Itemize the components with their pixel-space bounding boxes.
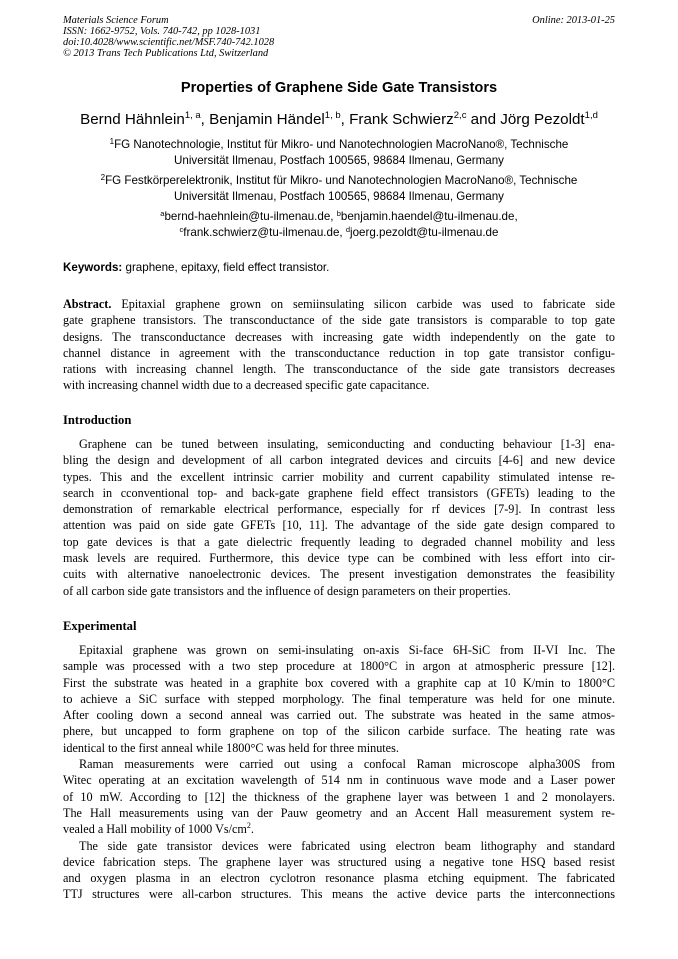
journal-issn: ISSN: 1662-9752, Vols. 740-742, pp 1028-1031 bbox=[63, 26, 261, 37]
affiliation-1: $^1$FG Nanotechnologie, Institut für Mikro- und Nanotechnologien MacroNano®, Technische Universität Ilmenau, Postfach 100565, 98684 Ilmenau, Germany bbox=[109, 137, 569, 167]
abstract-line: designs. The transconductance decreases with increasing gate width independently on the gate to bbox=[63, 329, 615, 344]
author-name: Benjamin Händel bbox=[209, 111, 325, 128]
journal-doi: doi:10.4028/www.scientific.net/MSF.740-742.1028 bbox=[63, 37, 275, 48]
online-date: Online: 2013-01-25 bbox=[532, 15, 615, 26]
author-name: Jörg Pezoldt bbox=[500, 111, 585, 128]
keywords bbox=[63, 261, 615, 274]
keywords-label: Keywords: bbox=[63, 261, 123, 274]
section-heading-introduction: Introduction bbox=[63, 413, 132, 427]
email-link[interactable]: benjamin.haendel@tu-ilmenau.de, bbox=[340, 210, 518, 223]
section-heading-experimental: Experimental bbox=[63, 619, 137, 633]
author-affiliation-mark: 2,c bbox=[453, 110, 467, 121]
abstract-line: with increasing channel width due to a decreased specific gate capacitance. bbox=[63, 378, 430, 393]
experimental-paragraphs: Epitaxial graphene was grown on semi-insulating on-axis Si-face 6H-SiC from II-VI Inc. The sample was processed with a two step procedure at 1800°C in argon at atmospheric pressure [12]. First the substrate was heated in a graphite box covered with a graphite cap at 10 K/min to 1800°C to achieve a SiC surface with stepped morphology. The final temperature was held for one minute. After cooling down a second anneal was carried out. The substrate was heated in the same atmos- phere, but uncapped to form graphene on top of the silicon carbide surface. The heating rate was identical to the first anneal while 1800°C was held for three minutes. Raman measurements were carried out using a confocal Raman microscope alpha300S from Witec operating at an excitation wavelength of 514 nm in continuous wave mode and a Laser power of 10 mW. According to [12] the thickness of the graphene layer was between 1 and 2 monolayers. The Hall measurements using van der Pauw geometry and an Accent Hall measurement system re- vealed a Hall mobility of 1000 $Vs/cm^2$. The side gate transistor devices were fabricated using electron beam lithography and standard device fabrication steps. The graphene layer was structured using a negative tone HSQ based resist and oxygen plasma in an electron cyclotron resonance plasma etching equipment. The fabricated TTJ structures were all-carbon structures. This means the active device parts the interconnections bbox=[63, 643, 615, 902]
abstract-line: channel distance in agreement with the transconductance reduction in top gate transistor configu- bbox=[63, 345, 615, 360]
paper-title: Properties of Graphene Side Gate Transistors bbox=[180, 80, 498, 96]
affiliation-2: $^2$FG Festkörperelektronik, Institut für Mikro- und Nanotechnologien MacroNano®, Technische Universität Ilmenau, Postfach 100565, 98684 Ilmenau, Germany bbox=[100, 173, 578, 203]
abstract-line: rations with increasing channel length. The transconductance of the side gate transistors decreases bbox=[63, 362, 615, 377]
email-link[interactable]: bernd-haehnlein@tu-ilmenau.de, bbox=[164, 210, 337, 223]
journal-name: Materials Science Forum bbox=[63, 15, 169, 26]
introduction-paragraph: Graphene can be tuned between insulating, semiconducting and conducting behaviour [1-3] ena- bling the design and development of all carbon integrated devices and circuits [4-6] and new device types. This and the excellent intrinsic carrier mobility and current capability stimulated intense re- search in cconventional top- and back-gate graphene field effect transistors (GFETs) leading to the demonstration of remarkable electrical performance, especially for rf devices [7-9]. In contrast less attention was paid on side gate GFETs [10, 11]. The advantage of the side gate design compared to top gate devices is that a gate dielectric frequently leading to degraded channel mobility and less mask levels are required. Furthermore, this device type can be combined with less effort into cir- cuits with alternative nanoelectronic devices. The present investigation demonstrates the feasibility of all carbon side gate transistors and the influence of design parameters on their properties. bbox=[63, 437, 615, 598]
author-list: Bernd Hähnlein$^{1, a}$, Benjamin Händel$^{1, b}$, Frank Schwierz$^{2,c}$ and Jörg Pezoldt$^{1,d}$ bbox=[80, 110, 598, 128]
abstract: Abstract. Epitaxial graphene grown on semiinsulating silicon carbide was used to fabricate side gate graphene transistors. The transconductance of the side gate transistors is comparable to top gate designs. The transconductance decreases with increasing gate width independently on the gate to channel distance in agreement with the transconductance reduction in top gate transistor configu- rations with increasing channel length. The transconductance of the side gate transistors decreases with increasing channel width due to a decreased specific gate capacitance. bbox=[63, 297, 615, 393]
email-link[interactable]: joerg.pezoldt@tu-ilmenau.de bbox=[350, 225, 499, 239]
abstract-label: Abstract. bbox=[63, 297, 112, 311]
author-emails: $^a$bernd-haehnlein@tu-ilmenau.de, $^b$benjamin.haendel@tu-ilmenau.de, $^c$frank.schwierz@tu-ilmenau.de, $^d$joerg.pezoldt@tu-ilmenau.de bbox=[160, 209, 518, 239]
abstract-line: gate graphene transistors. The transconductance of the side gate transistors is comparable to top gate bbox=[63, 313, 615, 328]
author-name: Bernd Hähnlein bbox=[80, 111, 185, 128]
email-link[interactable]: frank.schwierz@tu-ilmenau.de, bbox=[183, 225, 346, 239]
keywords-text: graphene, epitaxy, field effect transistor. bbox=[122, 261, 330, 274]
author-affiliation-mark: 1, b bbox=[324, 110, 341, 121]
author-name: Frank Schwierz bbox=[349, 111, 454, 128]
journal-header bbox=[63, 15, 615, 59]
author-affiliation-mark: 1, a bbox=[184, 110, 201, 121]
journal-copyright: © 2013 Trans Tech Publications Ltd, Switzerland bbox=[63, 48, 269, 59]
author-affiliation-mark: 1,d bbox=[584, 110, 598, 121]
